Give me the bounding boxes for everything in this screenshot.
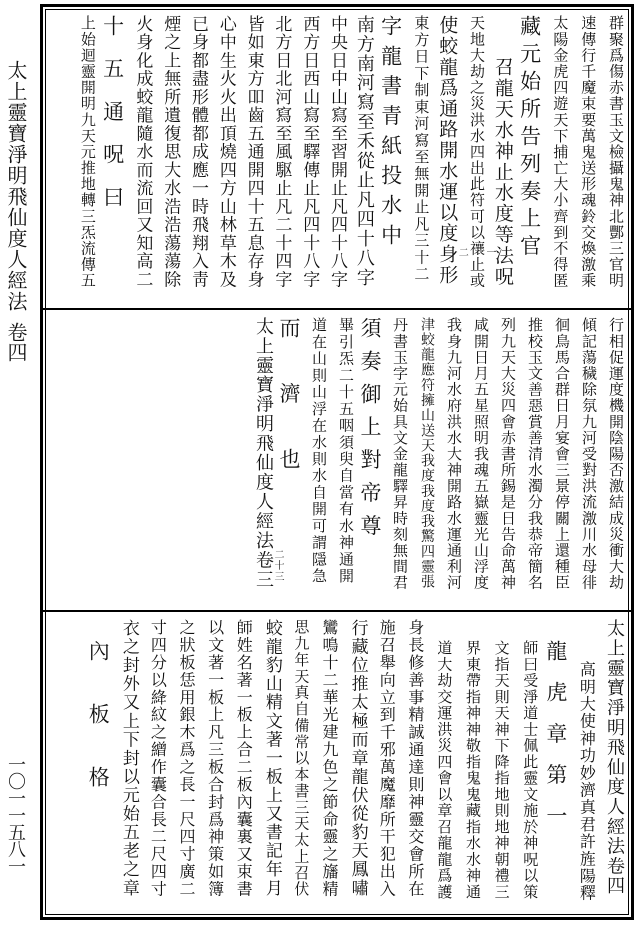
register-top (43, 7, 631, 307)
text-column: 速傳行千魔束要萬鬼送形魂鈴交煥激乘 (579, 15, 598, 289)
text-column: 丹書玉字元始具文金龍驛昇時刻無間君 (391, 317, 409, 591)
text-column: 已身都盡形體都成應一時飛翔入靑 (188, 15, 208, 289)
text-column: 字龍書青紙投水中 (378, 15, 403, 254)
text-column: 道大劫交運洪災四會以章召龍龍爲護 (435, 640, 454, 900)
text-column: 太上靈寶淨明飛仙度人經法卷四 (604, 619, 625, 897)
text-column: 上始迴靈開明九天元推地轉三炁流傳五 (78, 15, 97, 289)
text-column: 皆如東方吅齒五通開四十五息存身 (243, 15, 264, 289)
text-column: 道在山則山浮在水則水自開可謂隱急 (310, 317, 328, 585)
margin-scripture-title: 太上靈寶淨明飛仙度人經法 (4, 60, 28, 312)
margin-page-number: 一〇一一五八一 (5, 755, 26, 874)
text-column: 煙之上無所遺復思大水浩浩蕩蕩除 (160, 15, 181, 289)
leaf-marker: 二 (456, 247, 468, 258)
leaf-marker: 二十三 (272, 549, 283, 582)
text-column: 行藏位推太極而章龍伏從豹天鳳嘯 (347, 619, 368, 898)
margin-volume-label: 卷四 (4, 322, 28, 362)
text-column: 文指天則天神下降指地則地神朝禮三 (492, 640, 511, 900)
text-column: 咸開日月五星照明我魂五嶽靈光山浮度 (472, 317, 490, 591)
text-column: 東方日下制東河寫至無開止凡三十二 (412, 15, 431, 283)
text-column: 南方南河寫至禾從止凡四十八字 (353, 15, 375, 288)
text-column: 中央日中山寫至習開止凡四十八字 (327, 15, 347, 289)
text-column: 高明大使神功妙濟真君許旌陽釋 (577, 661, 597, 902)
leaf-marker: 一 (484, 247, 495, 258)
text-column: 寸四分以絳紋之繒作囊合長二尺四寸 (148, 619, 168, 898)
text-column: 內板格 (86, 640, 111, 829)
text-column: 行相促運度機開陰陽否激結成災衝大劫 (607, 317, 625, 591)
text-column: 西方日西山寫至驛傳止凡四十八字 (299, 15, 320, 289)
text-column: 師曰受淨道士佩此靈文施於神呪以策 (521, 640, 540, 900)
text-column: 津蛟龍應符擁山送天我度我度我驚四靈張 (419, 317, 435, 590)
text-column: 衣之封外又上下封以元始五老之章 (118, 619, 139, 898)
page-frame (40, 4, 634, 920)
text-column: 十五通呪曰 (100, 15, 125, 229)
text-column: 界東帶指神神敬指鬼鬼藏指水水神通 (464, 640, 482, 900)
text-column: 火身化成蛟龍隨水而流回又知高二 (132, 15, 153, 289)
text-column: 畢引炁二十五咽須臾自當有水神通開 (337, 317, 355, 585)
text-column: 以文著一板上凡三板合封爲神策如簿 (205, 619, 225, 898)
text-column: 列九天大災四會赤書所錫是日告命萬神 (499, 317, 517, 591)
text-column: 心中生火火出頂燒四方山林草木及 (215, 15, 236, 289)
text-column: 藏元始所告列奏上官 (517, 15, 542, 263)
register-middle (43, 309, 631, 609)
text-column: 鸞鳴十二華光建九色之節命靈之旛精 (320, 619, 339, 898)
text-column: 而濟也 (277, 317, 301, 514)
text-column: 徊鳥馬合群日月宴會三景停關上還種臣 (553, 317, 571, 591)
text-column: 我身九河水府洪水大神開路水運通利河 (445, 317, 463, 591)
register-bottom (43, 611, 631, 919)
text-column: 太陽金虎四遊天下捕亡大小齊到不得匿 (551, 15, 570, 289)
text-column: 使蛟龍爲通路開水運以度身形 (436, 15, 459, 286)
text-column: 天地大劫之災洪水四出此符可以禳止或 (468, 15, 486, 289)
text-column: 身長修善事精誠通達則神靈交會所在 (405, 619, 425, 898)
text-column: 北方日北河寫至風駆止凡二十四字 (271, 15, 292, 289)
text-column: 龍虎章第一 (543, 640, 568, 846)
text-column: 須奏御上對帝尊 (358, 317, 382, 548)
text-column: 之狀板恁用銀木爲之長一尺四寸廣二 (177, 619, 196, 898)
text-column: 太上靈寶淨明飛仙度人經法卷三 (253, 317, 274, 590)
text-column: 推校玉文善惡賞善清水濁分我恭帝簡名 (526, 317, 544, 591)
text-column: 思九年天真自備常以本書三天太上召伏 (292, 619, 311, 898)
text-column: 蛟龍豹山精文著一板上又書記年月 (261, 619, 282, 898)
text-column: 召龍天水神止水度等法呪 (491, 57, 514, 287)
text-column: 師姓名著一板上合二板內囊裏又束書 (234, 619, 254, 898)
text-column: 群聚爲傷赤書玉文檢攝鬼神北酆三官明 (607, 15, 625, 289)
text-column: 傾記蕩穢除氛九河受對洪流激川水母徘 (580, 317, 598, 591)
text-column: 施召舉向立到千邪萬魔靡所干犯出入 (377, 619, 397, 898)
